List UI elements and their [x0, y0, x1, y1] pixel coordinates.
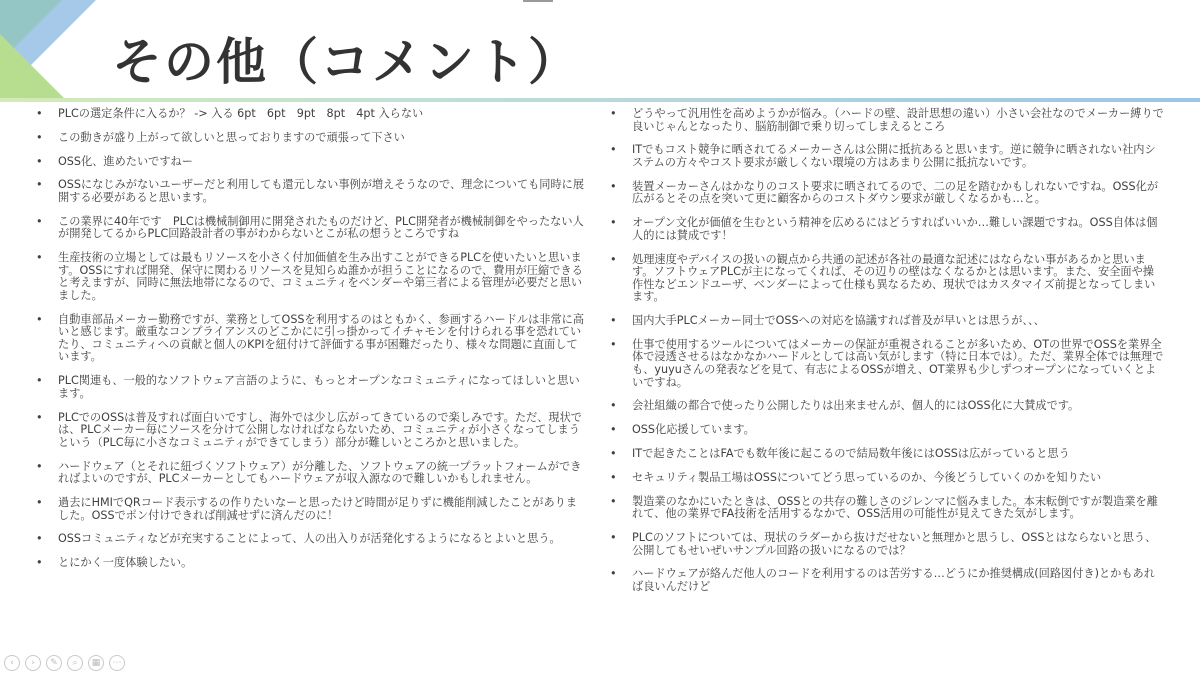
slide-navigation	[4, 655, 125, 671]
more-options-icon[interactable]: ⋯	[109, 655, 125, 671]
comment-item: • とにかく一度体験したい。	[30, 557, 585, 570]
comment-item: • この動きが盛り上がって欲しいと思っておりますので頑張って下さい	[30, 132, 585, 145]
comment-item: • 自動車部品メーカー勤務ですが、業務としてOSSを利用するのはともかく、参画するハードルは非常に高いと感じます。厳重なコンプライアンスのどこかにに引っ掛かってイチャモンを付けられる事を恐れていたり、コミュニティへの貢献と個人のKPIを紐付けて評価する事が困難だったり、様々な問題に直面しています。	[30, 314, 585, 364]
comment-item: • 仕事で使用するツールについてはメーカーの保証が重視されることが多いため、OTの世界でOSSを業界全体で浸透させるはなかなかハードルとしては高い気がします（特に日本では）。ただ、業界全体では無理でも、yuyuさんの発表などを見て、有志によるOSSが増え、OT業界も少しずつオープンになっていくとよいですね。	[604, 339, 1164, 389]
comment-item: • ITでもコスト競争に晒されてるメーカーさんは公開に抵抗あると思います。逆に競争に晒されない社内システムの方々やコスト要求が厳しくない環境の方はあまり公開に抵抗ないです。	[604, 144, 1164, 169]
comment-item: • OSSコミュニティなどが充実することによって、人の出入りが活発化するようになるとよいと思う。	[30, 533, 585, 546]
right-comment-list	[604, 108, 1164, 605]
slide-title: その他（コメント）	[112, 33, 580, 91]
comment-item: • セキュリティ製品工場はOSSについてどう思っているのか、今後どうしていくのかを知りたい	[604, 472, 1164, 485]
comment-item: • 会社組織の都合で使ったり公開したりは出来ませんが、個人的にはOSS化に大賛成です。	[604, 400, 1164, 413]
comment-item: • この業界に40年です PLCは機械制御用に開発されたものだけど、PLC開発者が機械制御をやったない人が開発してるからPLC回路設計者の事がわからないとこが私の想うところですね	[30, 216, 585, 241]
comment-item: • PLC関連も、一般的なソフトウェア言語のように、もっとオープンなコミュニティになってほしいと思います。	[30, 375, 585, 400]
top-divider-mark	[523, 0, 553, 2]
next-slide-icon[interactable]: ›	[25, 655, 41, 671]
comment-item: • ハードウェア（とそれに紐づくソフトウェア）が分離した、ソフトウェアの統一プラットフォームができればよいのですが、PLCメーカーとしてもハードウェアが収入源なので難しいかもしれません。	[30, 461, 585, 486]
comment-item: • OSS化、進めたいですねー	[30, 156, 585, 169]
comment-item: • 処理速度やデバイスの扱いの観点から共通の記述が各社の最適な記述にはならない事があるかと思います。ソフトウェアPLCが主になってくれば、その辺りの壁はなくなるかとは思います。また、安全面や操作性などエンドユーザ、ベンダーによって仕様も異なるため、現状ではカスタマイズ前提となってしまいます。	[604, 254, 1164, 304]
comment-item: • OSSになじみがないユーザーだと利用しても還元しない事例が増えそうなので、理念についても同時に展開する必要があると思います。	[30, 179, 585, 204]
pen-icon[interactable]: ✎	[46, 655, 62, 671]
comment-item: • PLCの選定条件に入るか？ -> 入る 6pt 6pt 9pt 8pt 4pt 入らない	[30, 108, 585, 121]
comment-item: • 生産技術の立場としては最もリソースを小さく付加価値を生み出すことができるPLCを使いたいと思います。OSSにすれば開発、保守に関わるリソースを見知らぬ誰かが担うことになるので、費用が圧縮できると考えますが、同時に無法地帯になるので、コミュニティをベンダーや第三者による管理が必要だと思いました。	[30, 252, 585, 302]
left-comment-list	[30, 108, 585, 581]
comment-item: • オープン文化が価値を生むという精神を広めるにはどうすればいいか…難しい課題ですね。OSS自体は個人的には賛成です！	[604, 217, 1164, 242]
comment-item: • ITで起きたことはFAでも数年後に起こるので結局数年後にはOSSは広がっていると思う	[604, 448, 1164, 461]
previous-slide-icon[interactable]: ‹	[4, 655, 20, 671]
comment-item: • PLCのソフトについては、現状のラダーから抜けだせないと無理かと思うし、OSSとはならないと思う、公開してもせいぜいサンプル回路の扱いになるのでは？	[604, 532, 1164, 557]
comment-item: • OSS化応援しています。	[604, 424, 1164, 437]
comment-item: • 国内大手PLCメーカー同士でOSSへの対応を協議すれば普及が早いとは思うが、、、	[604, 315, 1164, 328]
search-icon[interactable]: ⌕	[67, 655, 83, 671]
comment-item: • 過去にHMIでQRコード表示するの作りたいなーと思ったけど時間が足りずに機能削減したことがありました。OSSでポン付けできれば削減せずに済んだのに！	[30, 497, 585, 522]
comment-item: • 製造業のなかにいたときは、OSSとの共存の難しさのジレンマに悩みました。本末転倒ですが製造業を離れて、他の業界でFA技術を活用するなかで、OSS活用の可能性が見えてきた気がします。	[604, 496, 1164, 521]
grid-icon[interactable]: ▦	[88, 655, 104, 671]
comment-item: • どうやって汎用性を高めようかが悩み。（ハードの壁、設計思想の違い）小さい会社なのでメーカー縛りで良いじゃんとなったり、脳筋制御で乗り切ってしまえるところ	[604, 108, 1164, 133]
corner-decoration	[0, 0, 105, 105]
comment-item: • PLCでのOSSは普及すれば面白いですし、海外では少し広がってきているので楽しみです。ただ、現状では、PLCメーカー毎にソースを分けて公開しなければならないため、コミュニティが小さくなってしまうという（PLC毎に小さなコミュニティができてしまう）部分が難しいところかと思いました。	[30, 412, 585, 450]
comment-item: • 装置メーカーさんはかなりのコスト要求に晒されてるので、二の足を踏むかもしれないですね。OSS化が広がるとその点を突いて更に顧客からのコストダウン要求が厳しくなるかも…と。	[604, 181, 1164, 206]
comment-item: • ハードウェアが絡んだ他人のコードを利用するのは苦労する…どうにか推奨構成(回路図付き)とかもあれば良いんだけど	[604, 568, 1164, 593]
title-underline-bar	[0, 98, 1200, 102]
